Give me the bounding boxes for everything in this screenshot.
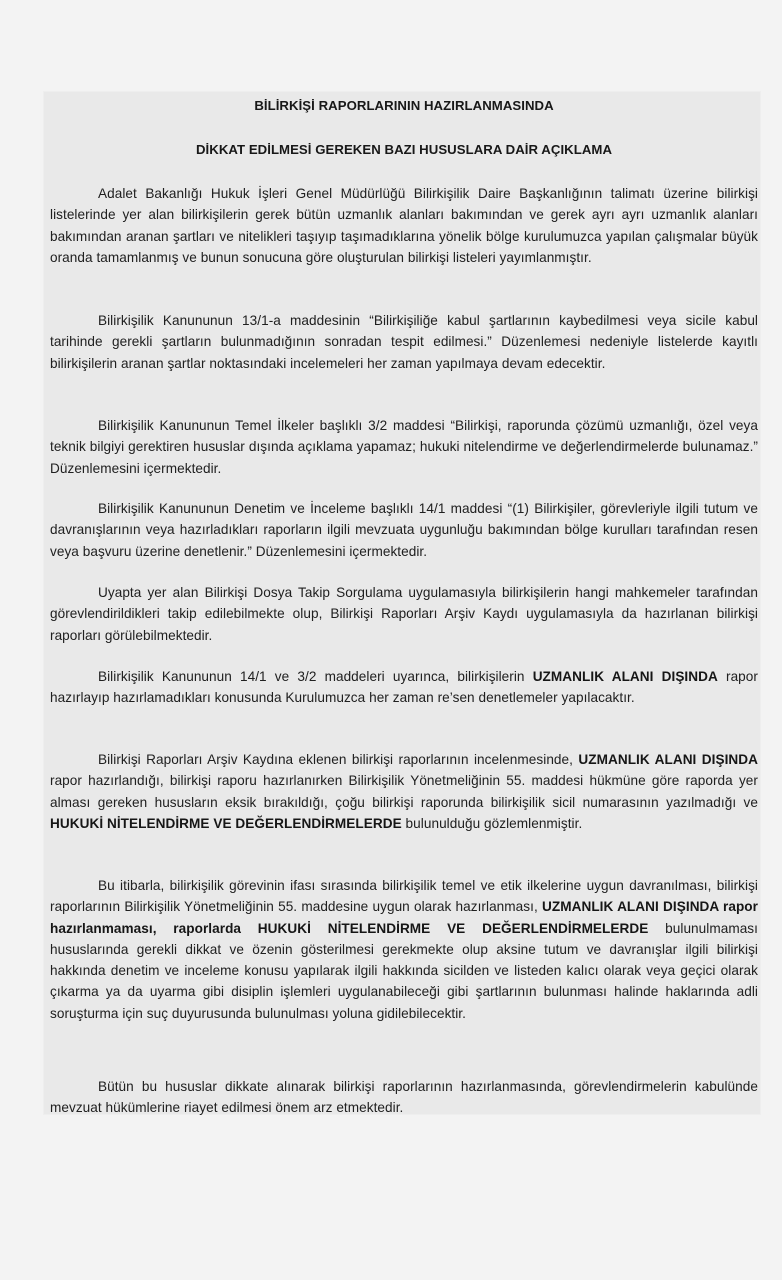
paragraph-7 — [50, 749, 758, 834]
paragraph-7-emphasis-1: UZMANLIK ALANI DIŞINDA — [578, 752, 759, 767]
paragraph-9: Bütün bu hususlar dikkate alınarak bilirkişi raporlarının hazırlanmasında, görevlendirmelerin kabulünde mevzuat hükümlerine riayet edilmesi önem arz etmektedir. — [50, 1079, 758, 1116]
paragraph-6 — [50, 666, 758, 709]
paragraph-3: Bilirkişilik Kanununun Temel İlkeler başlıklı 3/2 maddesi “Bilirkişi, raporunda çözümü uzmanlığı, özel veya teknik bilgiyi gerektiren hususlar dışında açıklama yapamaz; hukuki nitelendirme ve değerlendirmelerde bulunamaz.” Düzenlemesini içermektedir. — [50, 418, 758, 476]
paragraph-7-emphasis-2: HUKUKİ NİTELENDİRME VE DEĞERLENDİRMELERDE — [50, 815, 402, 831]
paragraph-6-emphasis-1: UZMANLIK ALANI DIŞINDA — [532, 669, 718, 684]
paragraph-8-emphasis-1: UZMANLIK ALANI DIŞINDA rapor hazırlanmaması, raporlarda HUKUKİ NİTELENDİRME VE DEĞERLENDİRMELERDE — [50, 899, 758, 936]
paragraph-8-text-1: Bu itibarla, bilirkişilik görevinin ifası sırasında bilirkişilik temel ve etik ilkelerine uygun davranılması, bilirkişi raporlarının Bilirkişilik Yönetmeliğinin 55. maddesine uygun olarak hazırlanması, — [50, 878, 758, 915]
document-title-line-1: BİLİRKİŞİ RAPORLARININ HAZIRLANMASINDA — [254, 98, 554, 113]
paragraph-5: Uyapta yer alan Bilirkişi Dosya Takip Sorgulama uygulamasıyla bilirkişilerin hangi mahkemeler tarafından görevlendirildikleri takip edilebilmekte olup, Bilirkişi Raporları Arşiv Kaydı uygulamasıyla da hazırlanan bilirkişi raporları görülebilmektedir. — [50, 585, 758, 643]
paragraph-6-text-2: rapor hazırlayıp hazırlamadıkları konusunda Kurulumuzca her zaman re’sen denetlemeler yapılacaktır. — [50, 669, 758, 706]
paragraph-7-text-2: rapor hazırlandığı, bilirkişi raporu hazırlanırken Bilirkişilik Yönetmeliğinin 55. maddesi hükmüne göre raporda yer alması gereken hususların eksik bırakıldığı, çoğu bilirkişi raporunda bilirkişilik sicil numarasının yazılmadığı ve — [50, 773, 758, 810]
document-page — [44, 92, 760, 1114]
document-title-line-2: DİKKAT EDİLMESİ GEREKEN BAZI HUSUSLARA DAİR AÇIKLAMA — [195, 142, 613, 157]
paragraph-7-text-1: Bilirkişi Raporları Arşiv Kaydına eklenen bilirkişi raporlarının incelenmesinde, — [98, 752, 579, 767]
paragraph-8 — [50, 875, 758, 1024]
paragraph-6-text-1: Bilirkişilik Kanununun 14/1 ve 3/2 maddeleri uyarınca, bilirkişilerin — [98, 669, 533, 684]
paragraph-8-text-2: bulunulmaması hususlarında gerekli dikkat ve özenin gösterilmesi gerekmekte olup aksine tutum ve davranışlar ilgili bilirkişi hakkında denetim ve inceleme konusu yapılarak ilgili hakkında sicilden ve listeden kalıcı olarak veya geçici olarak çıkarma ya da uyarma gibi disiplin işlemleri uygulanabileceği gibi şartlarının bulunması halinde haklarında adli soruşturma için suç duyurusunda bulunulması yoluna gidilebilecektir. — [50, 920, 758, 1021]
paragraph-2: Bilirkişilik Kanununun 13/1-a maddesinin “Bilirkişiliğe kabul şartlarının kaybedilmesi veya sicile kabul tarihinde gerekli şartların bulunmadığının sonradan tespit edilmesi.” Düzenlemesi nedeniyle listelerde kayıtlı bilirkişilerin aranan şartlar noktasındaki incelemeleri her zaman yapılmaya devam edecektir. — [50, 313, 758, 371]
paragraph-4: Bilirkişilik Kanununun Denetim ve İnceleme başlıklı 14/1 maddesi “(1) Bilirkişiler, görevleriyle ilgili tutum ve davranışlarının veya hazırladıkları raporların ilgili mevzuata uygunluğu bakımından bölge kurulları tarafından resen veya başvuru üzerine denetlenir.” Düzenlemesini içermektedir. — [50, 501, 758, 559]
paragraph-1: Adalet Bakanlığı Hukuk İşleri Genel Müdürlüğü Bilirkişilik Daire Başkanlığının talimatı üzerine bilirkişi listelerinde yer alan bilirkişilerin gerek bütün uzmanlık alanları bakımından ve gerek ayrı ayrı uzmanlık alanları bakımından aranan şartları ve nitelikleri taşıyıp taşımadıklarına yönelik bölge kurulumuzca yapılan çalışmalar büyük oranda tamamlanmış ve bunun sonucuna göre oluşturulan bilirkişi listeleri yayımlanmıştır. — [50, 186, 758, 265]
paragraph-7-text-3: bulunulduğu gözlemlenmiştir. — [401, 815, 583, 831]
